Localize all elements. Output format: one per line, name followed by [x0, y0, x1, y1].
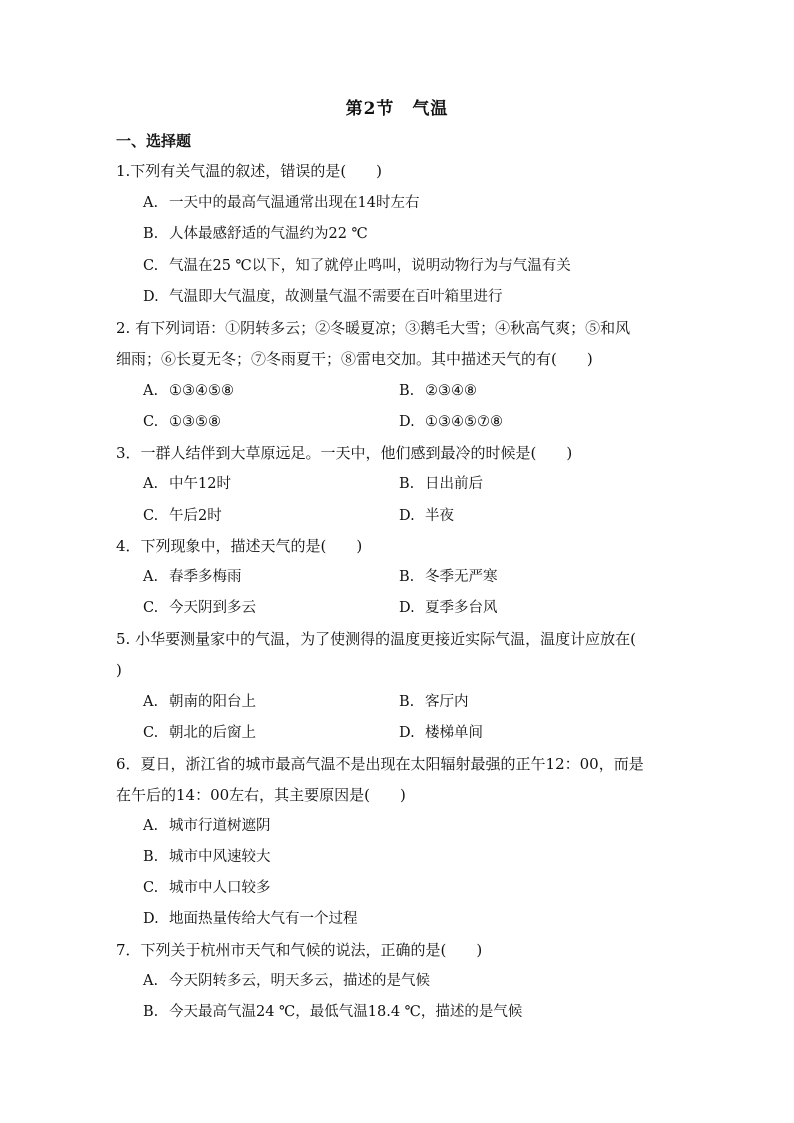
question-2-option-d: D. ①③④⑤⑦⑧ — [399, 414, 503, 430]
question-4-stem: 4．下列现象中，描述天气的是( ) — [116, 537, 363, 555]
question-6-option-c: C. 城市中人口较多 — [143, 880, 271, 896]
question-7-option-b: B. 今天最高气温24 ℃，最低气温18.4 ℃，描述的是气候 — [143, 1004, 523, 1020]
question-2-stem-line1: 2. 有下列词语：①阴转多云；②冬暖夏凉；③鹅毛大雪；④秋高气爽；⑤和风 — [116, 319, 631, 337]
question-5-option-d: D. 楼梯单间 — [399, 725, 483, 741]
question-4-option-d: D. 夏季多台风 — [399, 600, 498, 616]
question-3-option-a: A. 中午12时 — [143, 476, 231, 492]
question-5-stem-line1: 5. 小华要测量家中的气温，为了使测得的温度更接近实际气温，温度计应放在( — [116, 630, 636, 648]
question-4-option-c: C. 今天阴到多云 — [143, 600, 256, 616]
question-2-option-a: A. ①③④⑤⑧ — [143, 383, 234, 399]
question-6-option-d: D. 地面热量传给大气有一个过程 — [143, 911, 358, 927]
page-title: 第2节 气温 — [345, 99, 449, 119]
question-5-option-a: A. 朝南的阳台上 — [143, 694, 256, 710]
question-7-stem: 7．下列关于杭州市天气和气候的说法，正确的是( ) — [116, 941, 483, 959]
question-4-option-b: B. 冬季无严寒 — [399, 569, 498, 585]
question-1-option-b: B. 人体最感舒适的气温约为22 ℃ — [143, 226, 368, 242]
question-7-option-a: A. 今天阴转多云，明天多云，描述的是气候 — [143, 973, 430, 989]
question-6-stem-line2: 在午后的14：00左右，其主要原因是( ) — [116, 786, 406, 804]
question-1-option-c: C. 气温在25 ℃以下，知了就停止鸣叫，说明动物行为与气温有关 — [143, 258, 571, 274]
question-3-option-d: D. 半夜 — [399, 508, 454, 524]
question-4-option-a: A. 春季多梅雨 — [143, 569, 242, 585]
question-5-option-c: C. 朝北的后窗上 — [143, 725, 256, 741]
question-3-option-c: C. 午后2时 — [143, 508, 222, 524]
question-2-option-b: B. ②③④⑧ — [399, 383, 477, 399]
question-1-option-a: A. 一天中的最高气温通常出现在14时左右 — [143, 195, 420, 211]
question-5-stem-line2: ) — [116, 661, 122, 679]
question-6-option-a: A. 城市行道树遮阴 — [143, 818, 271, 834]
question-5-option-b: B. 客厅内 — [399, 694, 469, 710]
question-1-option-d: D. 气温即大气温度，故测量气温不需要在百叶箱里进行 — [143, 289, 503, 305]
question-6-option-b: B. 城市中风速较大 — [143, 849, 271, 865]
question-6-stem-line1: 6．夏日，浙江省的城市最高气温不是出现在太阳辐射最强的正午12：00，而是 — [116, 755, 644, 773]
question-2-stem-line2: 细雨；⑥长夏无冬；⑦冬雨夏干；⑧雷电交加。其中描述天气的有( ) — [116, 350, 593, 368]
question-3-option-b: B. 日出前后 — [399, 476, 483, 492]
question-3-stem: 3．一群人结伴到大草原远足。一天中，他们感到最冷的时候是( ) — [116, 444, 573, 462]
question-2-option-c: C. ①③⑤⑧ — [143, 414, 221, 430]
question-1-stem: 1.下列有关气温的叙述，错误的是( ) — [116, 162, 383, 180]
section-heading: 一、选择题 — [116, 132, 192, 150]
